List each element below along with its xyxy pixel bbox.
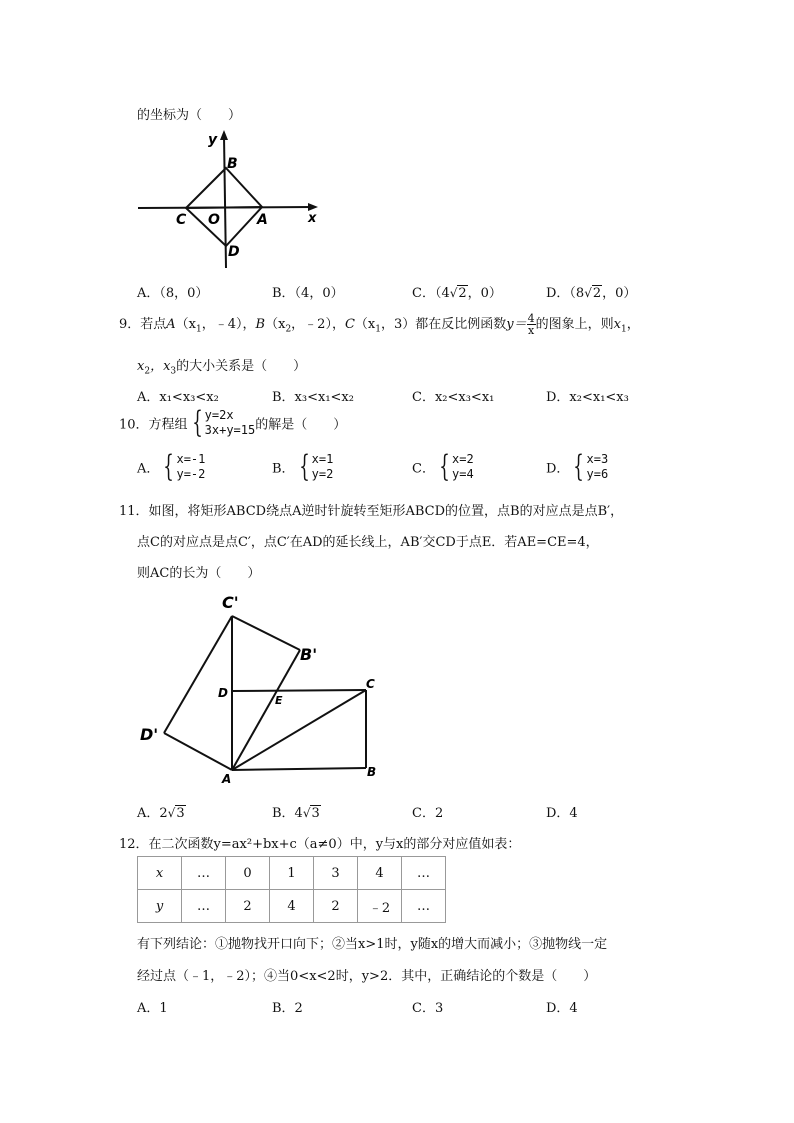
- q12-option-a[interactable]: A．1: [137, 1001, 168, 1016]
- q8-option-c-pre: C．（4: [412, 286, 450, 301]
- q10-option-d-l1: x=3: [586, 452, 609, 466]
- q8-option-d-rad: 2: [592, 286, 602, 301]
- q8-label-x: x: [308, 211, 317, 226]
- q9-option-b[interactable]: B．x₃<x₁<x₂: [272, 390, 354, 405]
- q9-frac-num: 4: [527, 312, 535, 325]
- q12-stem: 12．在二次函数y=ax²+bx+c（a≠0）中，y与x的部分对应值如表：: [119, 837, 521, 852]
- q10-option-c-l1: x=2: [452, 452, 474, 466]
- q9-comma: ，: [626, 317, 640, 332]
- q11-label-bprime: B': [300, 645, 318, 664]
- q11-option-b-rad: 3: [311, 806, 320, 821]
- table-cell: …: [182, 857, 226, 890]
- q9-line2-post: 的大小关系是（ ）: [176, 359, 307, 374]
- q8-label-a: A: [257, 212, 268, 228]
- q10-option-a-l2: y=-2: [176, 467, 206, 481]
- table-row: [138, 857, 446, 890]
- q10-option-b-l2: y=2: [311, 467, 334, 481]
- q11-label-cprime: C': [222, 593, 239, 612]
- q9-c-coords: （x: [354, 317, 376, 332]
- q11-option-d[interactable]: D．4: [546, 806, 578, 821]
- q8-option-c-post: ，0）: [467, 286, 502, 301]
- q9-post: 的图象上，则: [535, 317, 614, 332]
- q8-label-b: B: [227, 156, 238, 172]
- q9-point-b: B: [255, 317, 266, 332]
- q10-option-a-letter: A．: [137, 461, 160, 477]
- q8-option-c[interactable]: C．（4√2，0）: [412, 286, 502, 301]
- q10-option-c[interactable]: C． { x=2 y=4: [412, 449, 474, 484]
- q11-option-a-pre: A．2: [137, 806, 168, 821]
- q8-label-y: y: [208, 132, 218, 148]
- q11-option-b-pre: B．4: [272, 806, 303, 821]
- q11-line2: 点C的对应点是点C′，点C′在AD的延长线上，AB′交CD于点E．若AE=CE=4，: [137, 535, 599, 550]
- q12-option-b[interactable]: B．2: [272, 1001, 303, 1016]
- q12-line2: 经过点（﹣1，﹣2）；④当0<x<2时，y>2．其中，正确结论的个数是（ ）: [137, 969, 597, 984]
- table-cell: …: [182, 890, 226, 923]
- table-cell: ﹣2: [358, 890, 402, 923]
- q11-label-dprime: D': [140, 725, 159, 744]
- q8-option-d-post: ，0）: [602, 286, 637, 301]
- q11-label-b: B: [367, 765, 377, 779]
- table-cell: 2: [226, 890, 270, 923]
- q12-value-table: [137, 856, 446, 923]
- q9-a-coords: （x: [175, 317, 197, 332]
- q9-c-rest: ，3）都在反比例函数: [380, 317, 507, 332]
- q9-b-sub: 2: [285, 324, 292, 335]
- q9-x3: ，x: [150, 359, 171, 374]
- q9-x2-sub: 2: [144, 366, 151, 377]
- q9-x1: x: [613, 317, 621, 332]
- q10-post: 的解是（ ）: [255, 417, 347, 433]
- q11-label-d: D: [218, 686, 228, 700]
- q11-line1: 11．如图，将矩形ABCD绕点A逆时针旋转至矩形ABCD的位置，点B的对应点是点B′，: [119, 504, 624, 519]
- q10-option-c-letter: C．: [412, 461, 435, 477]
- q10-option-d-letter: D．: [546, 461, 570, 477]
- q8-label-d: D: [228, 244, 240, 260]
- q9-fraction: [527, 313, 536, 336]
- table-cell: 2: [314, 890, 358, 923]
- table-cell: 4: [270, 890, 314, 923]
- q9-x1-sub: 1: [620, 324, 627, 335]
- q11-label-e: E: [275, 694, 283, 707]
- table-cell: 3: [314, 857, 358, 890]
- q11-option-c[interactable]: C．2: [412, 806, 444, 821]
- q10-option-c-l2: y=4: [452, 467, 474, 481]
- q11-figure: [134, 590, 394, 790]
- q8-option-c-rad: 2: [458, 286, 467, 301]
- q10-option-d-l2: y=6: [586, 467, 609, 481]
- q11-line3: 则AC的长为（ ）: [137, 566, 261, 581]
- q12-option-c[interactable]: C．3: [412, 1001, 444, 1016]
- q12-option-d[interactable]: D．4: [546, 1001, 578, 1016]
- q9-option-a[interactable]: A．x₁<x₃<x₂: [137, 390, 219, 405]
- q11-option-b[interactable]: B．4√3: [272, 806, 320, 821]
- q10-option-a-l1: x=-1: [176, 452, 206, 466]
- q9-func: y＝: [506, 317, 527, 332]
- q9-option-d[interactable]: D．x₂<x₁<x₃: [546, 390, 629, 405]
- table-cell: x: [138, 857, 182, 890]
- q10-option-d[interactable]: D． { x=3 y=6: [546, 449, 609, 484]
- q9-line1: [119, 313, 640, 336]
- q9-option-c[interactable]: C．x₂<x₃<x₁: [412, 390, 495, 405]
- q8-stem-tail: 的坐标为（ ）: [137, 108, 242, 123]
- q9-b-rest: ，﹣2），: [291, 317, 345, 332]
- q10-option-b-l1: x=1: [311, 452, 334, 466]
- table-row: [138, 890, 446, 923]
- q9-line2: [137, 355, 306, 377]
- q8-option-d[interactable]: D．（8√2，0）: [546, 286, 637, 301]
- q10-option-b-letter: B．: [272, 461, 295, 477]
- table-cell: …: [402, 890, 446, 923]
- q10-stem: 10．方程组 { y=2x 3x+y=15的解是（ ）: [119, 405, 347, 440]
- q9-point-a: A: [166, 317, 176, 332]
- q8-option-a[interactable]: A．（8，0）: [137, 286, 209, 301]
- q8-figure: [134, 128, 334, 278]
- q9-frac-den: x: [528, 324, 535, 337]
- q9-x2: x: [137, 359, 145, 374]
- q9-a-rest: ，﹣4），: [201, 317, 256, 332]
- q8-label-o: O: [208, 212, 220, 228]
- q11-label-a: A: [222, 772, 232, 786]
- q9-b-coords: （x: [265, 317, 286, 332]
- q9-x3-sub: 3: [170, 366, 177, 377]
- q8-option-b[interactable]: B．（4，0）: [272, 286, 344, 301]
- q11-option-a-rad: 3: [176, 806, 185, 821]
- q10-eq1: y=2x: [204, 408, 234, 422]
- q9-a-sub: 1: [196, 324, 202, 335]
- q9-point-c: C: [344, 317, 355, 332]
- q10-prefix: 10．方程组: [119, 417, 188, 433]
- q10-option-a[interactable]: A． { x=-1 y=-2: [137, 449, 206, 484]
- q8-option-d-pre: D．（8: [546, 286, 585, 301]
- q10-system: [205, 408, 256, 438]
- q10-eq2: 3x+y=15: [204, 423, 256, 437]
- q10-option-b[interactable]: B． { x=1 y=2: [272, 449, 334, 484]
- table-cell: 0: [226, 857, 270, 890]
- table-cell: 1: [270, 857, 314, 890]
- table-cell: …: [402, 857, 446, 890]
- q11-label-c: C: [366, 677, 375, 691]
- q11-option-a[interactable]: A．2√3: [137, 806, 185, 821]
- table-cell: 4: [358, 857, 402, 890]
- q12-line1: 有下列结论：①抛物找开口向下；②当x>1时，y随x的增大而减小；③抛物线一定: [137, 937, 608, 952]
- q9-c-sub: 1: [375, 324, 381, 335]
- table-cell: y: [138, 890, 182, 923]
- q8-label-c: C: [176, 212, 187, 228]
- q9-prefix: 9．若点: [119, 317, 167, 332]
